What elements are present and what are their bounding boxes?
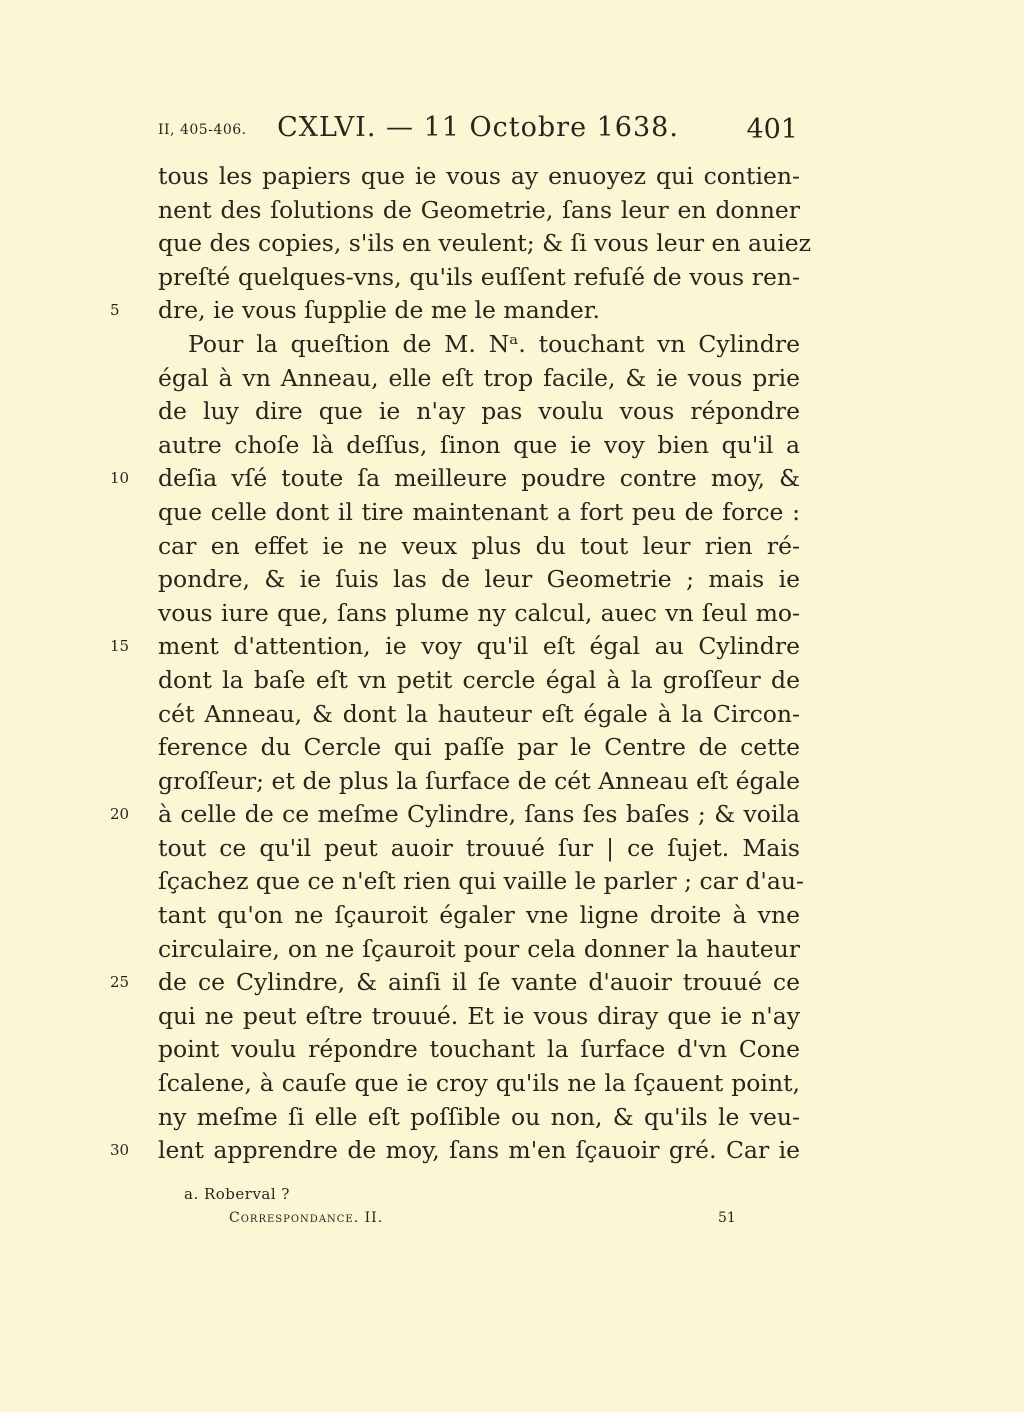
- line-text: preſté quelques-vns, qu'ils euſſent refuſé de vous ren-: [158, 262, 800, 291]
- line-text: autre choſe là deſſus, ſinon que ie voy bien qu'il a: [158, 430, 800, 459]
- text-line: [158, 1000, 800, 1034]
- line-text: ment d'attention, ie voy qu'il eſt égal au Cylindre: [158, 632, 800, 661]
- line-text: ny meſme ſi elle eſt poſſible ou non, & qu'ils le veu-: [158, 1102, 800, 1131]
- text-line: [158, 362, 800, 396]
- text-line: [110, 294, 800, 328]
- line-number: 5: [110, 301, 120, 320]
- text-line: [110, 1134, 800, 1168]
- line-text: que des copies, s'ils en veulent; & ſi vous leur en auiez: [158, 229, 811, 258]
- line-text: vous iure que, ſans plume ny calcul, auec vn ſeul mo-: [158, 598, 800, 627]
- line-number: 30: [110, 1141, 130, 1160]
- text-line: [158, 1101, 800, 1135]
- text-line: [158, 899, 800, 933]
- line-text: groſſeur; et de plus la ſurface de cét Anneau eſt égale: [158, 766, 800, 795]
- text-line: [110, 798, 800, 832]
- letter-body: [110, 160, 811, 1168]
- line-text: qui ne peut eſtre trouué. Et ie vous diray que ie n'ay: [158, 1001, 800, 1030]
- signature-number: 51: [718, 1210, 736, 1226]
- line-text: nent des ſolutions de Geometrie, ſans leur en donner: [158, 195, 800, 224]
- text-line: [158, 395, 800, 429]
- text-line: [110, 462, 800, 496]
- line-text: ſçachez que ce n'eſt rien qui vaille le parler ; car d'au-: [158, 867, 804, 896]
- line-text: lent apprendre de moy, ſans m'en ſçauoir gré. Car ie: [158, 1136, 800, 1165]
- text-line: [158, 496, 800, 530]
- line-text: cét Anneau, & dont la hauteur eſt égale à la Circon-: [158, 699, 800, 728]
- text-line: [158, 731, 800, 765]
- signature-mark: Correspondance. II.: [229, 1210, 384, 1226]
- text-line: [158, 227, 811, 261]
- line-text: point voulu répondre touchant la ſurface d'vn Cone: [158, 1035, 800, 1064]
- line-text: circulaire, on ne ſçauroit pour cela donner la hauteur: [158, 934, 800, 963]
- text-line: [158, 1033, 800, 1067]
- line-text: égal à vn Anneau, elle eſt trop facile, & ie vous prie: [158, 363, 800, 392]
- text-line: [158, 261, 800, 295]
- text-line: [158, 597, 800, 631]
- page-reference: II, 405-406.: [158, 122, 247, 138]
- line-text: car en effet ie ne veux plus du tout leur rien ré-: [158, 531, 800, 560]
- text-line: [158, 765, 800, 799]
- line-text: à celle de ce meſme Cylindre, ſans ſes baſes ; & voila: [158, 800, 800, 829]
- text-line: [158, 865, 804, 899]
- line-text: dont la baſe eſt vn petit cercle égal à la groſſeur de: [158, 665, 800, 694]
- line-text: de ce Cylindre, & ainſi il ſe vante d'auoir trouué ce: [158, 968, 800, 997]
- line-number: 20: [110, 805, 130, 824]
- text-line: [158, 698, 800, 732]
- line-number: 25: [110, 973, 130, 992]
- line-text: tous les papiers que ie vous ay enuoyez qui contien-: [158, 162, 800, 190]
- text-line: [158, 664, 800, 698]
- text-line: [158, 832, 800, 866]
- text-line: [158, 1067, 800, 1101]
- line-number: 15: [110, 637, 130, 656]
- line-text: deſia vſé toute ſa meilleure poudre contre moy, &: [158, 464, 800, 493]
- text-line: [158, 530, 800, 564]
- text-line: [158, 933, 800, 967]
- text-line: [158, 160, 800, 194]
- text-line: [158, 194, 800, 228]
- footnote: a. Roberval ?: [184, 1185, 290, 1203]
- text-line: [158, 563, 800, 597]
- letter-title: CXLVI. — 11 Octobre 1638.: [277, 112, 679, 143]
- page-number: 401: [746, 114, 798, 145]
- text-line: [158, 429, 800, 463]
- line-text: que celle dont il tire maintenant a fort peu de force :: [158, 497, 800, 526]
- text-line: [158, 328, 800, 362]
- line-text: ſcalene, à cauſe que ie croy qu'ils ne la ſçauent point,: [158, 1069, 800, 1098]
- line-number: 10: [110, 469, 130, 488]
- line-text: ference du Cercle qui paſſe par le Centre de cette: [158, 733, 800, 762]
- text-line: [110, 630, 800, 664]
- running-head: [158, 112, 798, 148]
- line-text: dre, ie vous ſupplie de me le mander.: [158, 296, 600, 325]
- line-text: pondre, & ie ſuis las de leur Geometrie ; mais ie: [158, 565, 800, 594]
- line-text: tant qu'on ne ſçauroit égaler vne ligne droite à vne: [158, 901, 800, 930]
- line-text: Pour la queſtion de M. Nᵃ. touchant vn Cylindre: [188, 329, 800, 358]
- text-line: [110, 966, 800, 1000]
- line-text: de luy dire que ie n'ay pas voulu vous répondre: [158, 397, 800, 426]
- line-text: tout ce qu'il peut auoir trouué ſur | ce ſujet. Mais: [158, 833, 800, 862]
